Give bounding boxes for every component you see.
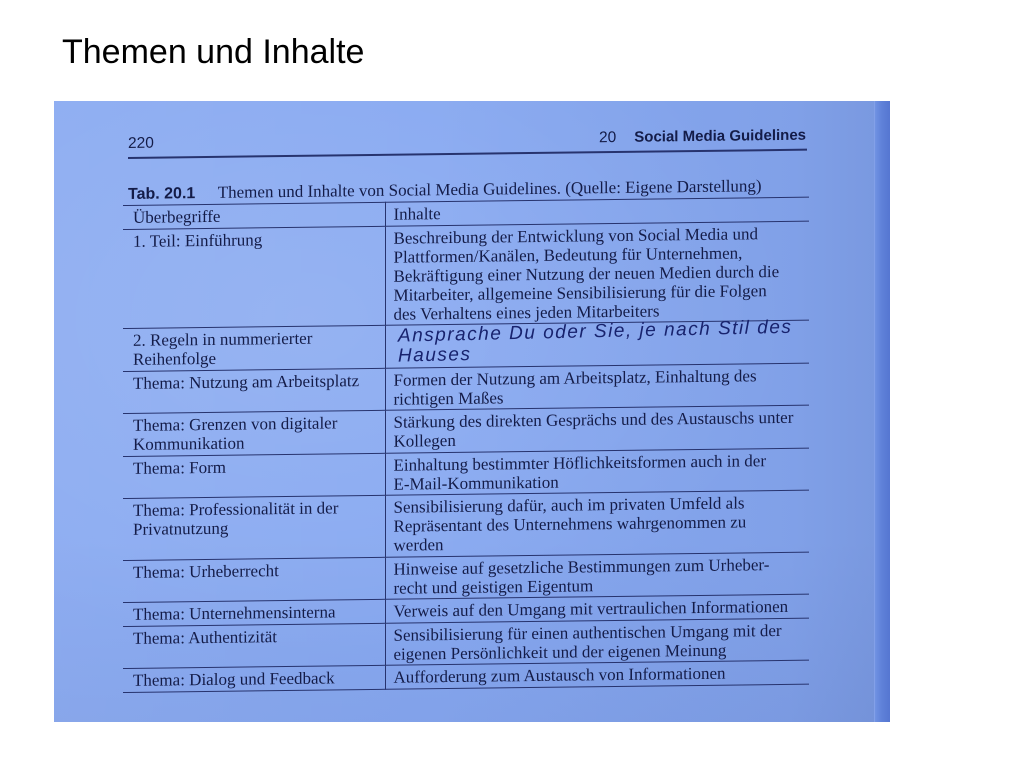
topic-cell-line: Thema: Professionalität in der [133,498,339,520]
handwritten-note-line: Ansprache Du oder Sie, je nach Stil des [397,316,792,347]
content-cell-line: Formen der Nutzung am Arbeitsplatz, Einhaltung des [393,365,757,390]
book-page [54,101,874,722]
content-cell [385,660,809,689]
table-caption-text: Themen und Inhalte von Social Media Guidelines. (Quelle: Eigene Darstellung) [217,176,762,202]
content-cell [385,221,809,326]
slide-title: Themen und Inhalte [62,33,365,71]
content-cell-line: Sensibilisierung dafür, auch im privaten Umfeld als [393,493,745,517]
content-cell-line: werden [393,535,444,555]
content-cell [385,405,809,453]
content-cell [385,448,809,496]
content-cell [385,618,809,666]
content-cell-line: Mitarbeiter, allgemeine Sensibilisierung für die Folgen [393,280,767,305]
topic-cell-line: Kommunikation [133,433,245,454]
topic-cell-line: Thema: Authentizität [133,626,277,648]
topic-cell-line: Reihenfolge [133,348,217,369]
topic-cell [123,557,385,603]
handwritten-note-line: Hauses [397,343,472,367]
table-row [123,490,809,560]
chapter-number: 20 [599,128,617,147]
topic-cell [123,453,385,499]
content-cell-line: Sensibilisierung für einen authentischen Umgang mit der [393,620,782,645]
topic-cell [123,599,385,626]
content-cell [385,552,809,600]
content-cell-line: Repräsentant des Unternehmens wahrgenommen zu [393,512,747,536]
topics-table [123,197,809,693]
content-cell-line: Einhaltung bestimmter Höflichkeitsformen auch in der [393,450,766,475]
topic-cell [123,410,385,456]
topic-cell-line: Thema: Dialog und Feedback [133,668,335,690]
topic-cell-line: Thema: Nutzung am Arbeitsplatz [133,370,360,393]
topic-cell [123,623,385,669]
content-cell-line: richtigen Maßes [393,387,504,409]
topic-cell-line: Thema: Urheberrecht [133,560,279,582]
topic-cell-line: Thema: Grenzen von digitaler [133,413,338,435]
topic-cell-line: Thema: Unternehmensinterna [133,602,336,624]
table-row [123,221,809,329]
topic-cell [123,368,385,414]
topic-cell-line: 1. Teil: Einführung [133,229,263,251]
column-header-ueberbegriffe: Überbegriffe [123,202,385,229]
content-cell [385,490,809,557]
topic-cell-line: Thema: Form [133,457,227,478]
handwritten-note [385,316,809,368]
content-cell-line: eigenen Persönlichkeit und der eigenen Meinung [393,640,727,664]
topic-cell [123,226,385,329]
book-page-photo [54,101,890,722]
table-caption-label: Tab. 20.1 [128,185,196,203]
content-cell-line: des Verhaltens eines jeden Mitarbeiters [393,300,660,324]
content-cell-line: Plattformen/Kanälen, Bedeutung für Unternehmen, [393,242,743,267]
topic-cell [123,665,385,692]
content-cell-line: recht und geistigen Eigentum [393,575,594,598]
content-cell-line: Beschreibung der Entwicklung von Social Media und [393,223,758,248]
content-cell-line: Kollegen [393,430,456,451]
content-cell-line: Bekräftigung einer Nutzung der neuen Medien durch die [393,261,780,286]
topic-cell [123,325,385,371]
content-cell-line: Verweis auf den Umgang mit vertraulichen Informationen [393,596,789,621]
topic-cell [123,495,385,560]
content-cell-line: Hinweise auf gesetzliche Bestimmungen zum Urheber- [393,554,770,579]
topic-cell-line: 2. Regeln in nummerierter [133,328,313,350]
table-body [123,221,809,692]
page-number: 220 [128,134,154,152]
content-cell-line: Stärkung des direkten Gesprächs und des Austauschs unter [393,407,794,432]
column-header-inhalte: Inhalte [385,197,809,226]
chapter-title: Social Media Guidelines [634,126,806,146]
content-cell [385,363,809,411]
content-cell-line: Aufforderung zum Austausch von Informationen [393,663,726,687]
book-binding-edge [874,101,890,722]
topic-cell-line: Privatnutzung [133,518,229,539]
content-cell-line: E-Mail-Kommunikation [393,472,559,494]
chapter-heading [599,127,806,148]
